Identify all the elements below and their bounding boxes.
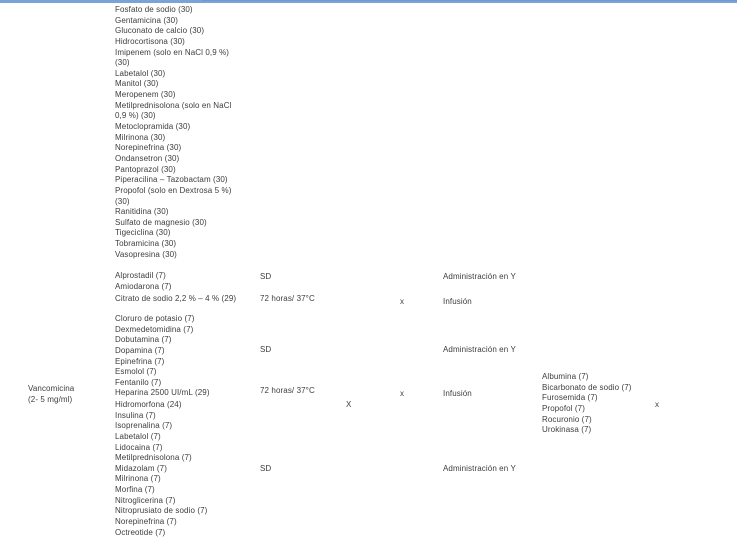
drug-entry: Manitol (30) — [115, 79, 159, 89]
drug-entry: Albumina (7) — [542, 372, 589, 381]
drug-entry: Propofol (7) — [542, 403, 585, 413]
compatibility-mark-X: X — [346, 400, 352, 409]
drug-entry: Morfina (7) — [115, 485, 155, 495]
stability-value: SD — [260, 345, 272, 354]
drug-entry: Tigeciclina (30) — [115, 228, 171, 238]
drug-entry: 0,9 %) (30) — [115, 111, 156, 121]
drug-entry: Hidromorfona (24) — [115, 400, 182, 409]
drug-entry: Propofol (solo en Dextrosa 5 %) — [115, 185, 232, 195]
drug-entry: Vasopresina (30) — [115, 249, 177, 259]
administration-type: Administración en Y — [443, 272, 516, 281]
drug-entry: Labetalol (7) — [115, 431, 161, 441]
drug-entry: Bicarbonato de sodio (7) — [542, 382, 632, 392]
table-bottom-border-right — [0, 0, 202, 3]
drug-entry: Norepinefrina (7) — [115, 517, 177, 527]
administration-type: Infusión — [443, 297, 472, 306]
drug-entry: (30) — [115, 58, 130, 68]
compatible-drug-group-3 — [115, 314, 210, 399]
drug-entry: Epinefrina (7) — [115, 356, 165, 366]
compatible-drug-group-2 — [115, 294, 236, 305]
drug-entry: Esmolol (7) — [115, 367, 157, 377]
drug-entry: Pantoprazol (30) — [115, 164, 176, 174]
compatible-drug-group-4 — [115, 400, 207, 538]
drug-entry: Dopamina (7) — [115, 345, 165, 355]
drug-entry: Piperacilina – Tazobactam (30) — [115, 175, 228, 185]
stability-value: SD — [260, 272, 272, 281]
drug-entry: Tobramicina (30) — [115, 239, 177, 249]
drug-entry: Metilprednisolona (7) — [115, 453, 192, 463]
drug-entry: Isoprenalina (7) — [115, 421, 173, 431]
drug-row-label — [28, 384, 74, 405]
compatibility-mark-x: x — [400, 297, 405, 306]
compatibility-mark-x: x — [400, 389, 405, 398]
drug-entry: Metilprednisolona (solo en NaCl — [115, 100, 232, 110]
drug-entry: Midazolam (7) — [115, 463, 167, 473]
drug-entry: Lidocaina (7) — [115, 442, 163, 452]
drug-entry: Nitroprusiato de sodio (7) — [115, 506, 208, 516]
compatibility-mark-x: x — [655, 400, 660, 409]
drug-name: Vancomicina — [28, 384, 75, 393]
drug-entry: Dobutamina (7) — [115, 335, 172, 345]
drug-entry: Norepinefrina (30) — [115, 143, 182, 153]
drug-entry: Fosfato de sodio (30) — [115, 5, 193, 14]
stability-value: 72 horas/ 37°C — [260, 386, 315, 395]
drug-entry: Citrato de sodio 2,2 % – 4 % (29) — [115, 294, 237, 303]
compatible-drug-list-top — [115, 5, 232, 260]
drug-entry: Octreotide (7) — [115, 527, 166, 537]
drug-entry: (30) — [115, 196, 130, 206]
drug-concentration: (2- 5 mg/ml) — [28, 394, 73, 404]
drug-entry: Urokinasa (7) — [542, 425, 592, 435]
drug-entry: Insulina (7) — [115, 410, 156, 420]
drug-entry: Sulfato de magnesio (30) — [115, 217, 207, 227]
drug-entry: Nitroglicerina (7) — [115, 495, 176, 505]
drug-entry: Milrinona (30) — [115, 132, 166, 142]
secondary-drug-list — [542, 372, 632, 436]
drug-entry: Hidrocortisona (30) — [115, 36, 185, 46]
administration-type: Administración en Y — [443, 345, 516, 354]
drug-entry: Gluconato de calcio (30) — [115, 26, 205, 36]
drug-entry: Ranitidina (30) — [115, 207, 169, 217]
drug-entry: Metoclopramida (30) — [115, 122, 191, 132]
drug-entry: Imipenem (solo en NaCl 0,9 %) — [115, 47, 230, 57]
administration-type: Administración en Y — [443, 464, 516, 473]
drug-entry: Labetalol (30) — [115, 68, 166, 78]
drug-entry: Fentanilo (7) — [115, 377, 162, 387]
drug-entry: Alprostadil (7) — [115, 271, 166, 280]
stability-value: 72 horas/ 37°C — [260, 294, 315, 303]
compatible-drug-group-1 — [115, 271, 172, 292]
drug-entry: Dexmedetomidina (7) — [115, 324, 194, 334]
drug-entry: Cloruro de potasio (7) — [115, 314, 195, 323]
drug-entry: Furosemida (7) — [542, 393, 598, 403]
drug-entry: Rocuronio (7) — [542, 414, 592, 424]
drug-entry: Amiodarona (7) — [115, 281, 172, 291]
drug-entry: Meropenem (30) — [115, 90, 176, 100]
stability-value: SD — [260, 464, 272, 473]
administration-type: Infusión — [443, 389, 472, 398]
drug-entry: Milrinona (7) — [115, 474, 161, 484]
drug-entry: Ondansetron (30) — [115, 153, 180, 163]
drug-entry: Gentamicina (30) — [115, 15, 178, 25]
drug-entry: Heparina 2500 UI/mL (29) — [115, 388, 210, 398]
